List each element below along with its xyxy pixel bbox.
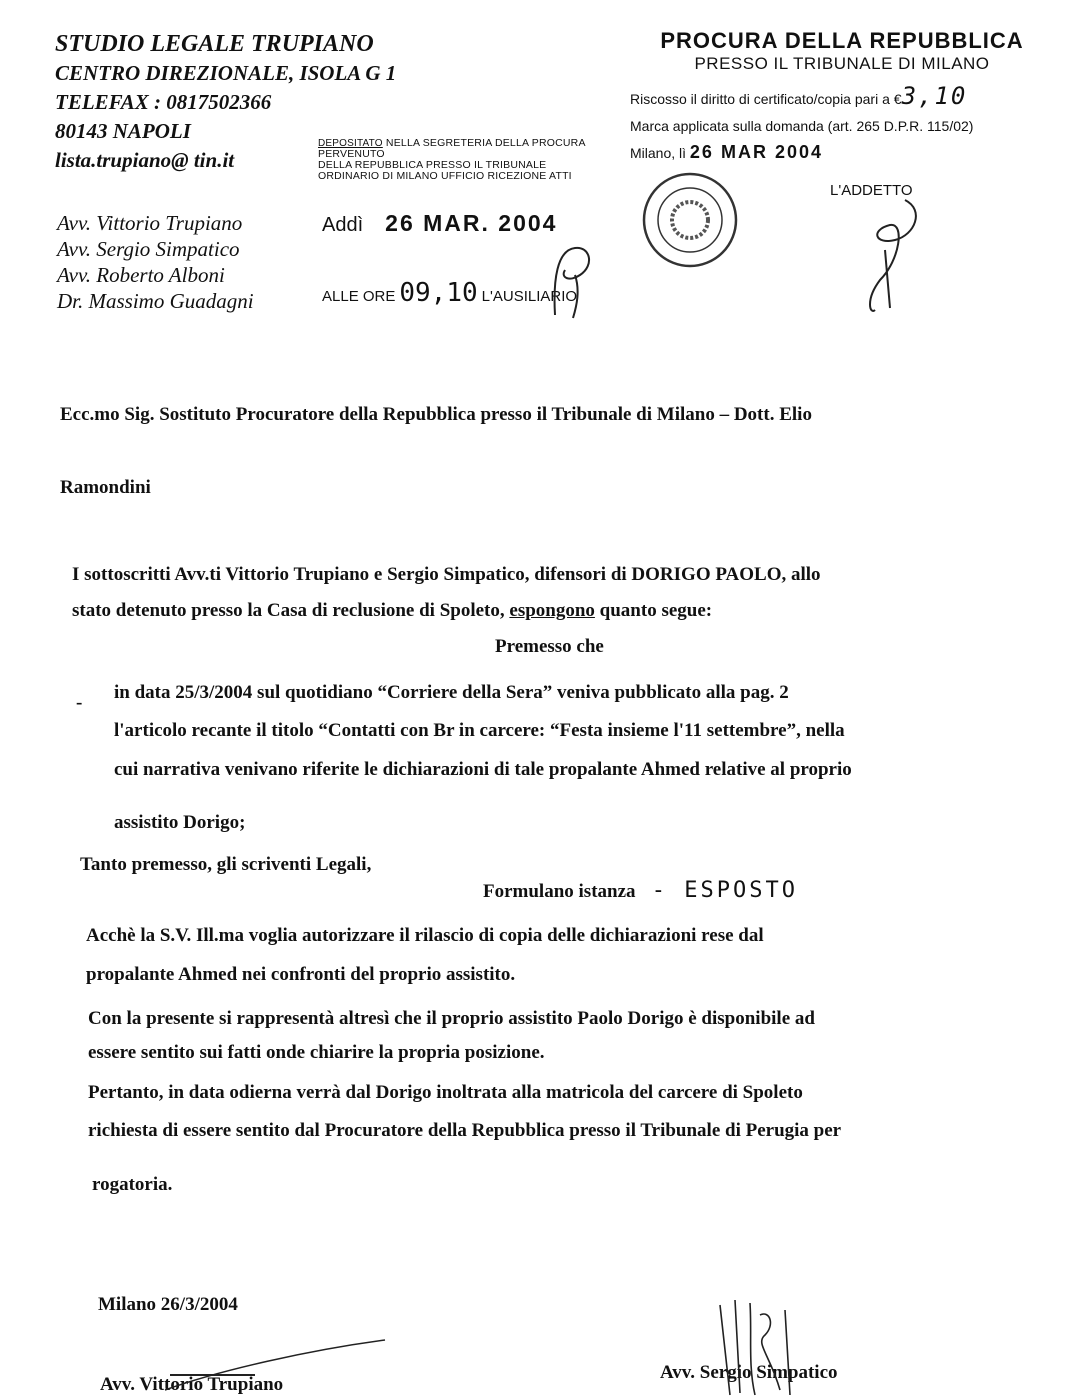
diritto-value: 3,10 xyxy=(901,82,968,110)
addressee-line-2: Ramondini xyxy=(60,477,151,498)
addetto-label: L'ADDETTO xyxy=(830,182,913,199)
formulano-label: Formulano istanza xyxy=(483,881,636,902)
paragraph-2-line-2: propalante Ahmed nei confronti del proprio assistito. xyxy=(86,964,516,985)
milano-label: Milano, lì xyxy=(630,145,687,161)
bullet-line-2: l'articolo recante il titolo “Contatti con Br in carcere: “Festa insieme l'11 settembre”, nella xyxy=(114,720,845,741)
underlined-verb: espongono xyxy=(509,600,595,621)
paragraph-1-line-2 xyxy=(72,598,712,624)
signer-2: Avv. Sergio Simpatico xyxy=(660,1362,838,1383)
deposit-stamp-text: PERVENUTO xyxy=(318,148,385,160)
lawyer-name: Avv. Vittorio Trupiano xyxy=(57,211,243,235)
studio-city: 80143 NAPOLI xyxy=(55,119,191,143)
tanto-premesso: Tanto premesso, gli scriventi Legali, xyxy=(80,854,372,875)
signer-1: Avv. Vittorio Trupiano xyxy=(100,1374,284,1395)
marca-text: Marca applicata sulla domanda (art. 265 D.P.R. 115/02) xyxy=(630,118,974,134)
deposit-stamp-text: NELLA SEGRETERIA DELLA PROCURA xyxy=(382,137,586,149)
deposit-stamp-text: DELLA REPUBBLICA PRESSO IL TRIBUNALE xyxy=(318,159,547,171)
lawyers-list xyxy=(57,210,254,314)
paragraph-3-line-1: Con la presente si rappresentà altresì che il proprio assistito Paolo Dorigo è disponibile ad xyxy=(88,1008,815,1029)
deposit-stamp-header: DEPOSITATO xyxy=(318,138,383,149)
addi-label: Addì xyxy=(322,214,364,236)
paragraph-2-line-1: Acchè la S.V. Ill.ma voglia autorizzare il rilascio di copia delle dichiarazioni rese dal xyxy=(86,925,764,946)
ausiliario-label: L'AUSILIARIO xyxy=(481,288,578,305)
addetto-signature-icon xyxy=(845,190,935,320)
paragraph-4-line-3: rogatoria. xyxy=(92,1174,173,1195)
addi-date: 26 MAR. 2004 xyxy=(385,210,558,236)
studio-email: lista.trupiano@ tin.it xyxy=(55,148,235,172)
addressee-line-1: Ecc.mo Sig. Sostituto Procuratore della Repubblica presso il Tribunale di Milano – Dott. Elio xyxy=(60,404,812,425)
lawyer-name: Avv. Roberto Alboni xyxy=(57,263,225,287)
place-date: Milano 26/3/2004 xyxy=(98,1294,238,1315)
bullet-dash: - xyxy=(76,692,83,713)
studio-address: CENTRO DIREZIONALE, ISOLA G 1 xyxy=(55,61,397,85)
lawyer-name: Dr. Massimo Guadagni xyxy=(57,289,254,313)
paragraph-4-line-1: Pertanto, in data odierna verrà dal Dorigo inoltrata alla matricola del carcere di Spoleto xyxy=(88,1082,803,1103)
procura-stamp xyxy=(622,28,1062,163)
deposit-stamp xyxy=(318,138,586,182)
studio-name: STUDIO LEGALE TRUPIANO xyxy=(55,31,374,57)
alle-ore-value: 09,10 xyxy=(399,278,478,308)
paragraph-1-line-1: I sottoscritti Avv.ti Vittorio Trupiano e Sergio Simpatico, difensori di DORIGO PAOLO, allo xyxy=(72,564,821,585)
bullet-line-1: in data 25/3/2004 sul quotidiano “Corriere della Sera” veniva pubblicato alla pag. 2 xyxy=(114,682,789,703)
signature-1-icon xyxy=(160,1330,390,1400)
lawyer-name: Avv. Sergio Simpatico xyxy=(57,237,240,261)
paragraph-3-line-2: essere sentito sui fatti onde chiarire la propria posizione. xyxy=(88,1042,545,1063)
text-span: quanto segue: xyxy=(594,600,713,621)
studio-telefax: TELEFAX : 0817502366 xyxy=(55,90,272,114)
deposit-date xyxy=(322,210,557,237)
esposto-handwritten: - ESPOSTO xyxy=(635,878,798,903)
deposit-stamp-text: ORDINARIO DI MILANO UFFICIO RICEZIONE ATTI xyxy=(318,170,572,182)
paragraph-4-line-2: richiesta di essere sentito dal Procuratore della Repubblica presso il Tribunale di Perugia per xyxy=(88,1120,842,1141)
bullet-line-3: cui narrativa venivano riferite le dichiarazioni di tale propalante Ahmed relative al proprio xyxy=(114,759,852,780)
procura-title: PROCURA DELLA REPUBBLICA xyxy=(660,28,1024,53)
ausiliario-signature-icon xyxy=(535,240,605,320)
signature-2-icon xyxy=(700,1295,840,1400)
alle-ore-label: ALLE ORE xyxy=(322,288,396,305)
bullet-line-4: assistito Dorigo; xyxy=(114,812,246,833)
formulano-istanza xyxy=(483,878,798,905)
premesso-heading: Premesso che xyxy=(495,636,604,657)
diritto-label: Riscosso il diritto di certificato/copia pari a € xyxy=(630,91,902,107)
milano-date: 26 MAR 2004 xyxy=(689,142,823,162)
seal-icon xyxy=(640,170,740,270)
procura-subtitle: PRESSO IL TRIBUNALE DI MILANO xyxy=(694,54,990,73)
text-span: stato detenuto presso la Casa di reclusione di Spoleto, xyxy=(72,600,510,621)
